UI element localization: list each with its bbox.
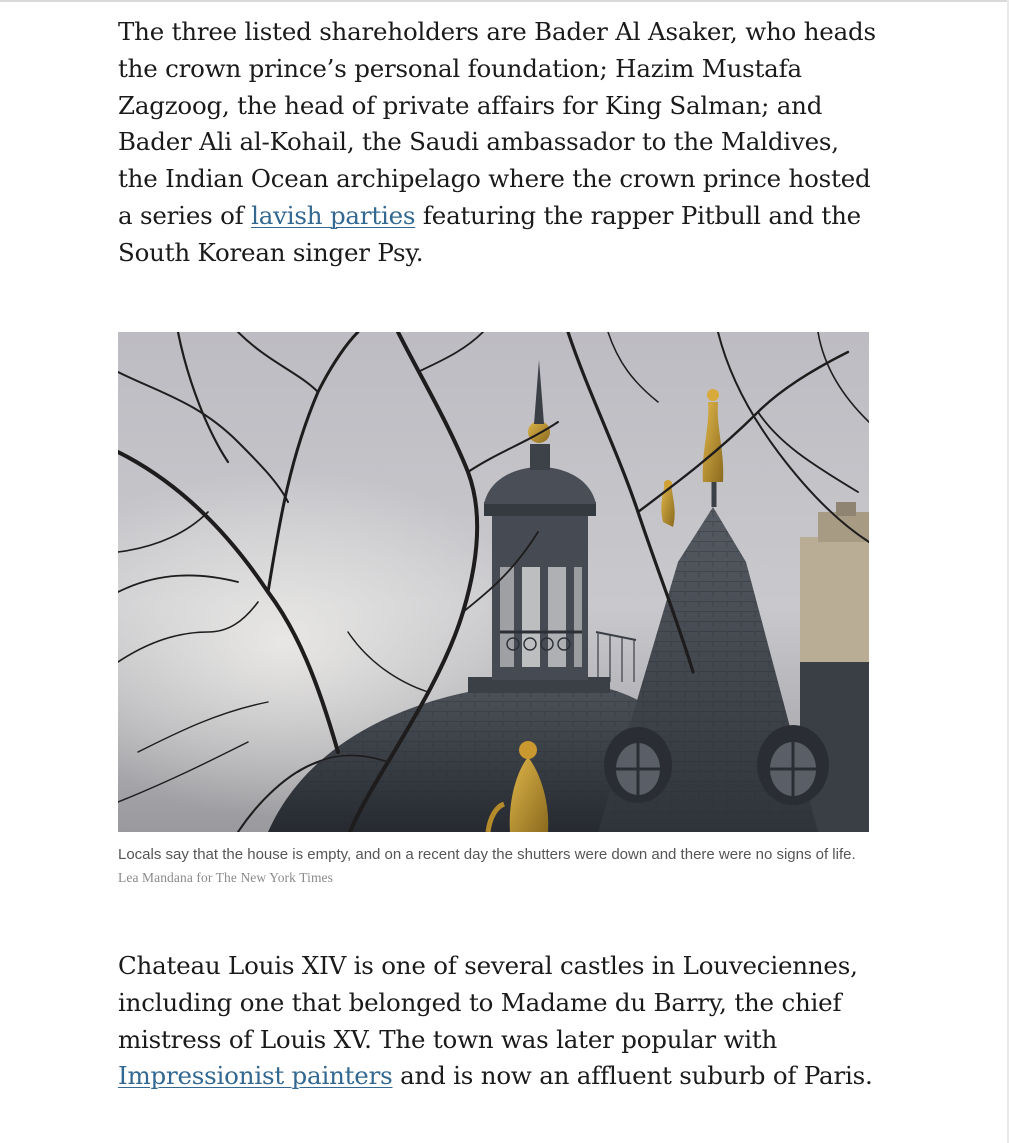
top-divider: [0, 0, 1009, 2]
article-figure: [118, 332, 869, 889]
paragraph-text: Chateau Louis XIV is one of several castles in Louveciennes, including one that belonged to Madame du Barry, the chief mistress of Louis XV. The town was later popular with: [118, 951, 858, 1054]
figure-caption: [118, 843, 869, 889]
impressionist-painters-link[interactable]: Impressionist painters: [118, 1061, 393, 1091]
photo-credit: Lea Mandana for The New York Times: [118, 870, 334, 885]
paragraph-shareholders: [118, 14, 878, 272]
chateau-roof-photo: [118, 332, 869, 832]
paragraph-text: The three listed shareholders are Bader Al Asaker, who heads the crown prince’s personal foundation; Hazim Mustafa Zagzoog, the head of private affairs for King Salman; and Bader Ali al-Kohail, the Saudi ambassador to the Maldives, the Indian Ocean archipelago where the crown prince hosted a series of: [118, 17, 876, 230]
article-body: [118, 14, 878, 1091]
caption-text: Locals say that the house is empty, and on a recent day the shutters were down and there were no signs of life.: [118, 846, 856, 863]
paragraph-louveciennes: [118, 948, 878, 1095]
lavish-parties-link[interactable]: lavish parties: [251, 200, 416, 230]
paragraph-text: and is now an affluent suburb of Paris.: [392, 1061, 873, 1091]
paragraph-text: featuring the rapper Pitbull and the South Korean singer Psy.: [118, 200, 861, 267]
